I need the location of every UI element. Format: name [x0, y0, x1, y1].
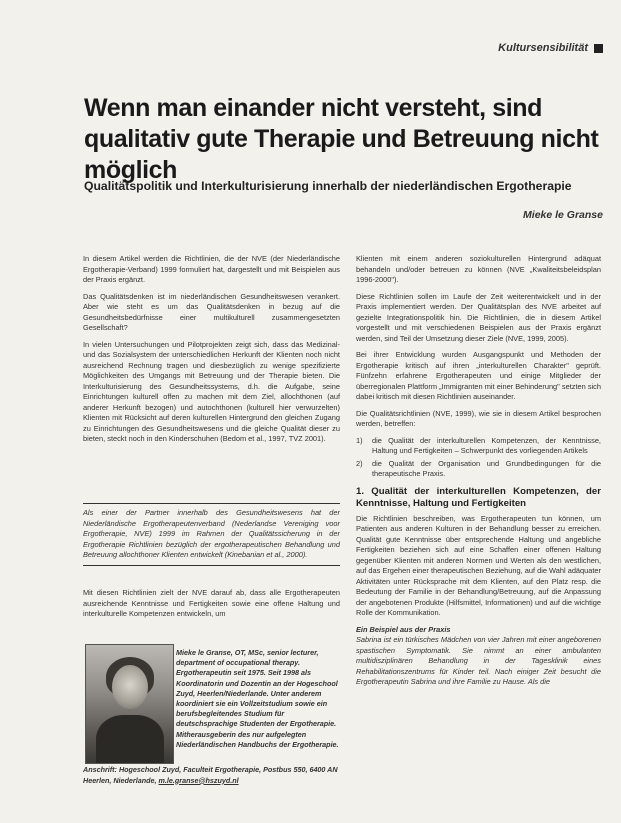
square-icon: [594, 44, 603, 53]
list-text: die Qualität der Organisation und Grundbedingungen für die therapeutische Praxis.: [372, 458, 601, 478]
left-column-continued: [83, 588, 340, 626]
list-item: [356, 436, 601, 457]
section-kicker: [498, 42, 603, 54]
author-address: [83, 765, 340, 786]
list-item: [356, 459, 601, 480]
kicker-label: Kultursensibilität: [498, 42, 588, 54]
paragraph: In vielen Untersuchungen und Pilotprojekten zeigt sich, dass das Medizinal- und das Sozialsystem der unterschiedlichen Herkunft der Klienten noch nicht ausreichend Rechnung tragen und diesbezüglich zu wenige spezifizierte Möglichkeiten des Umgangs mit Betreuung und der Therapie bieten. Die Interkulturisierung des Gesundheitssystems, d.h. die Aufgabe, seine Einrichtungen kulturell offen zu machen mit dem Ziel, allochthonen (auf anderer Herkunft bezogen) und autochthonen (kulturell hier verwurzelten) Klienten mit Rücksicht auf deren kulturellen Hintergrund den gleichen Zugang zu Einrichtungen des Gesundheitswesens und die gleiche Qualität dieser zu bieten, steckt noch in den Kinderschuhen (Bedom et al., 1997, TVZ 2001).: [83, 339, 340, 443]
paragraph: In diesem Artikel werden die Richtlinien, die der NVE (der Niederländische Ergotherapie-Verband) 1999 formuliert hat, dargestellt und mit Beispielen aus der Praxis ergänzt.: [83, 254, 340, 284]
paragraph: Mit diesen Richtlinien zielt der NVE darauf ab, dass alle Ergotherapeuten ausreichende Kenntnisse und Fertigkeiten sowie eine offene Haltung und interkulturelle Kompetenzen entwickeln, um: [83, 588, 340, 618]
author-photo: [85, 644, 174, 764]
list-number: 2): [356, 458, 363, 468]
list-text: die Qualität der interkulturellen Kompetenzen, der Kenntnisse, Haltung und Fertigkeiten – Schwerpunkt des vorliegenden Artikels: [372, 435, 601, 455]
paragraph: Das Qualitätsdenken ist im niederländischen Gesundheitswesen verankert. Aber wie steht es um das Qualitätsdenken in bezug auf die Gesundheitsbedürfnisse einer multikulturell zusammengesetzten Gesellschaft?: [83, 291, 340, 332]
article-author: Mieke le Granse: [523, 209, 603, 221]
paragraph: Die Richtlinien beschreiben, was Ergotherapeuten tun können, um Patienten aus anderen Kulturen in der Behandlung besser zu erreichen. Qualität gute Kenntnisse über entsprechende Haltung und angebliche Fertigkeiten beziehen sich auf eine Schaffen einer offenen Haltung gegenüber Klienten mit anderen Normen und Werten als den westlichen, auf das Ergehen einer therapeutischen Beziehung, auf die Wahl adäquater Aktivitäten unter Rücksprache mit dem Klienten, auf den Platz resp. die Bedeutung der Familie in der Behandlung/Betreuung, auf die Anpassung der angebotenen Produkte (Hilfsmittel, Informationen) und auf die wichtige Rolle der Kommunikation.: [356, 513, 601, 617]
paragraph: Sabrina ist ein türkisches Mädchen von vier Jahren mit einer angeborenen spastischen Symptomatik. Sie nimmt an einer ambulanten multidisziplinären Behandlung in der Tagesklinik eines Rehabilitationszentrums für Kinder teil. Nach einiger Zeit besucht die Ergotherapeutin Sabrina und ihre Familie zu Hause. Als die: [356, 635, 601, 686]
author-bio: Mieke le Granse, OT, MSc, senior lecturer, department of occupational therapy. Ergotherapeutin seit 1975. Seit 1998 als Koordinatorin und Dozentin an der Hogeschool Zuyd, Heerlen/Niederlande. Unter anderem koordiniert sie ein Vollzeitstudium sowie ein berufsbegleitendes Studium für deutschsprachige Studenten der Ergotherapie. Mitherausgeberin des nur aufgelegten Niederländischen Handbuchs der Ergotherapie.: [176, 648, 339, 749]
address-text: Anschrift: Hogeschool Zuyd, Faculteit Ergotherapie, Postbus 550, 6400 AN Heerlen, Niederlande,: [83, 765, 338, 785]
paragraph: Diese Richtlinien sollen im Laufe der Zeit weiterentwickelt und in der Praxis implementiert werden. Der Qualitätsplan des NVE arbeitet auf gezielte Integrationspolitik hin. Die Richtlinien, die in diesem Artikel vorgestellt und mit verschiedenen Beispielen aus der Praxis ergänzt werden, sind Teil der Umsetzung dieser Ziele (NVE, 1999, 2005).: [356, 291, 601, 343]
right-column: [356, 254, 601, 694]
paragraph: Die Qualitätsrichtlinien (NVE, 1999), wie sie in diesem Artikel besprochen werden, betreffen:: [356, 408, 601, 428]
paragraph: Bei ihrer Entwicklung wurden Ausgangspunkt und Methoden der Ergotherapie kritisch auf ihren „interkulturellen Charakter" geprüft. Fünfzehn erfahrene Ergotherapeuten und einige Mitglieder der überregionalen Plattform „Immigranten mit einer Behinderung" setzten sich dabei kritisch mit diesen Richtlinien auseinander.: [356, 350, 601, 401]
email-link[interactable]: m.le.granse@hszuyd.nl: [158, 775, 239, 785]
example-heading: Ein Beispiel aus der Praxis: [356, 624, 451, 634]
article-subtitle: Qualitätspolitik und Interkulturisierung innerhalb der niederländischen Ergotherapie: [84, 179, 572, 193]
callout-box: Als einer der Partner innerhalb des Gesundheitswesens hat der Niederländische Ergotherapeutenverband (Nederlandse Vereniging voor Ergotherapie, NVE) 1999 im Rahmen der Qualitätssicherung in der Ergotherapie Richtlinien bezüglich der ergotherapeutischen Behandlung und Betreuung allochthoner Klienten entwickelt (Kinebanian et al., 2000).: [83, 503, 340, 566]
list-number: 1): [356, 435, 363, 445]
paragraph: Klienten mit einem anderen soziokulturellen Hintergrund adäquat behandeln und/oder betreuen zu können (NVE „Kwaliteitsbeleidsplan 1996-2000").: [356, 254, 601, 284]
section-heading: 1. Qualität der interkulturellen Kompetenzen, der Kenntnisse, Haltung und Fertigkeiten: [356, 485, 601, 509]
guideline-list: [356, 436, 601, 480]
left-column: [83, 254, 340, 451]
article-title: Wenn man einander nicht versteht, sind qualitativ gute Therapie und Betreuung nicht möglich: [84, 94, 599, 184]
